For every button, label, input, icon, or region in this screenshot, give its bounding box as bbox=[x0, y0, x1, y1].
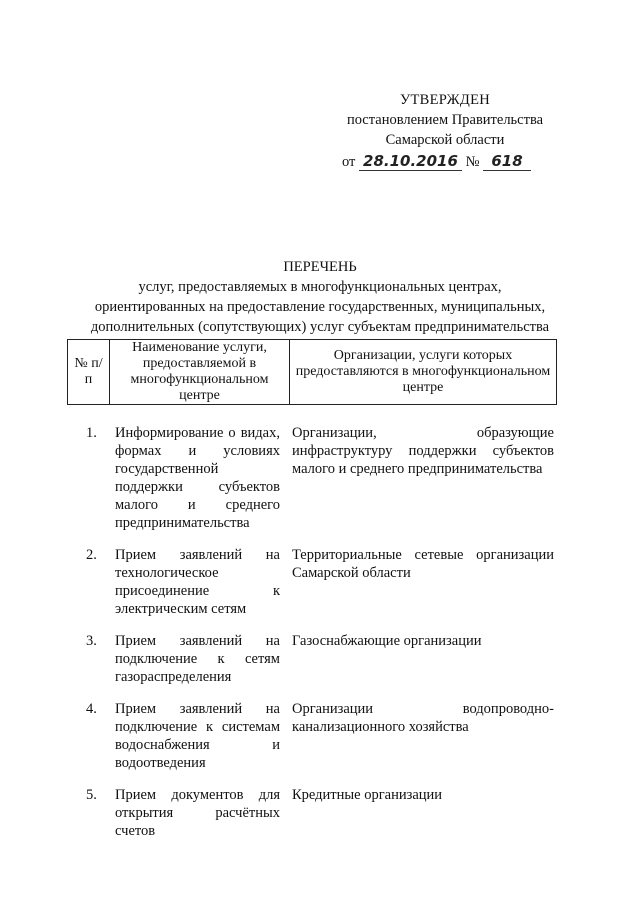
number-prefix: № bbox=[465, 154, 480, 170]
item-number: 4. bbox=[86, 701, 97, 717]
services-list bbox=[0, 424, 640, 854]
header-organizations: Организации, услуги которых предоставляются в многофункциональном центре bbox=[295, 348, 551, 395]
item-organizations: Кредитные организации bbox=[292, 787, 443, 803]
title-line-4: дополнительных (сопутствующих) услуг субъектам предпринимательства bbox=[90, 319, 550, 335]
approval-number: 618 bbox=[483, 152, 531, 171]
list-item bbox=[0, 546, 640, 618]
item-number: 2. bbox=[86, 547, 97, 563]
list-item bbox=[0, 786, 640, 840]
list-item bbox=[0, 424, 640, 532]
date-prefix: от bbox=[342, 154, 356, 170]
header-number: № п/п bbox=[68, 340, 110, 404]
list-item bbox=[0, 700, 640, 772]
item-number: 1. bbox=[86, 425, 97, 441]
item-number: 5. bbox=[86, 787, 97, 803]
header-service-name: Наименование услуги, предоставляемой в многофункциональном центре bbox=[110, 340, 290, 404]
item-number: 3. bbox=[86, 633, 97, 649]
document-title bbox=[40, 257, 600, 337]
approval-stamp bbox=[330, 90, 560, 172]
item-organizations: Организации водопроводно-канализационного хозяйства bbox=[292, 701, 554, 735]
approval-line-2: Самарской области bbox=[385, 132, 505, 148]
approval-line-1: постановлением Правительства bbox=[346, 112, 544, 128]
item-organizations: Организации, образующие инфраструктуру поддержки субъектов малого и среднего предпринимательства bbox=[292, 425, 554, 477]
approval-date: 28.10.2016 bbox=[359, 152, 462, 171]
item-service-name: Прием заявлений на подключение к системам водоснабжения и водоотведения bbox=[115, 701, 280, 771]
item-service-name: Информирование о видах, формах и условиях государственной поддержки субъектов малого и среднего предпринимательства bbox=[115, 425, 280, 531]
title-line-2: услуг, предоставляемых в многофункциональных центрах, bbox=[138, 279, 502, 295]
title-line-1: ПЕРЕЧЕНЬ bbox=[283, 259, 357, 275]
list-item bbox=[0, 632, 640, 686]
item-service-name: Прием заявлений на технологическое присоединение к электрическим сетям bbox=[115, 547, 280, 617]
item-organizations: Территориальные сетевые организации Самарской области bbox=[292, 547, 554, 581]
approval-date-line bbox=[330, 152, 560, 172]
approval-heading: УТВЕРЖДЕН bbox=[399, 92, 491, 108]
item-service-name: Прием заявлений на подключение к сетям газораспределения bbox=[115, 633, 280, 685]
title-line-3: ориентированных на предоставление государственных, муниципальных, bbox=[94, 299, 546, 315]
table-header bbox=[67, 339, 557, 405]
item-service-name: Прием документов для открытия расчётных счетов bbox=[115, 787, 280, 839]
item-organizations: Газоснабжающие организации bbox=[292, 633, 482, 649]
